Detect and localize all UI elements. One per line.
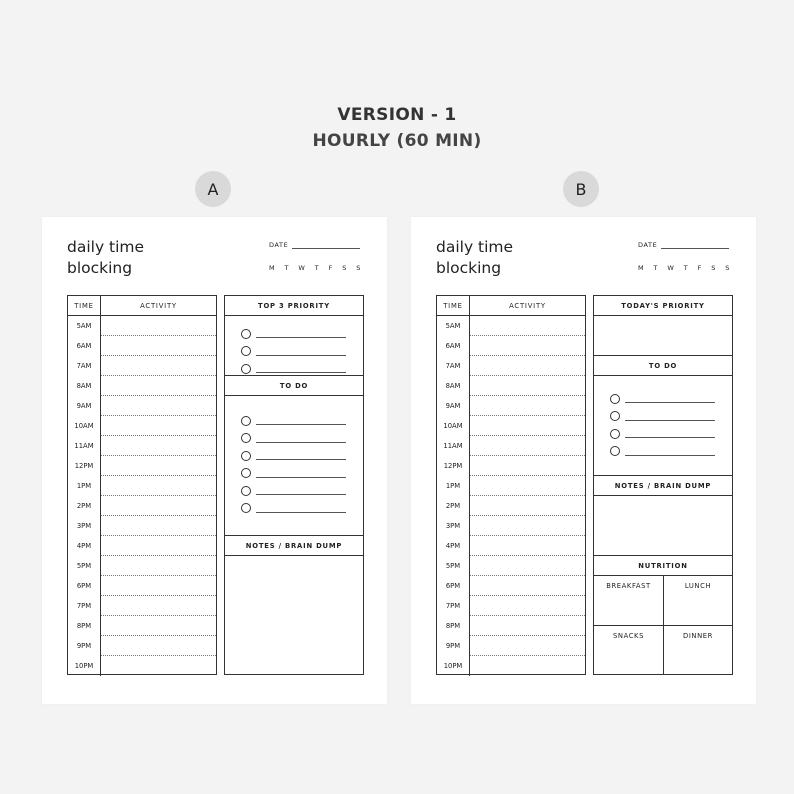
dinner-cell[interactable]: DINNER (663, 626, 732, 674)
write-line (625, 437, 715, 438)
hour-label: 4PM (68, 536, 101, 556)
activity-cell[interactable] (101, 536, 216, 556)
hour-row (437, 456, 585, 476)
hour-row (437, 476, 585, 496)
day-label: F (328, 264, 333, 272)
activity-cell[interactable] (101, 336, 216, 356)
checkbox-circle-icon[interactable] (241, 433, 251, 443)
hour-label: 7PM (437, 596, 470, 616)
hour-label: 3PM (437, 516, 470, 536)
side-column (593, 295, 733, 675)
checkbox-circle-icon[interactable] (610, 411, 620, 421)
checklist-item[interactable] (225, 343, 363, 361)
hour-label: 1PM (68, 476, 101, 496)
hour-label: 10AM (437, 416, 470, 436)
checkbox-circle-icon[interactable] (610, 429, 620, 439)
hour-label: 10PM (68, 656, 101, 676)
activity-cell[interactable] (101, 616, 216, 636)
activity-cell[interactable] (101, 516, 216, 536)
checklist-item[interactable] (594, 443, 732, 461)
todo-header: TO DO (225, 376, 363, 396)
hour-label: 6AM (437, 336, 470, 356)
planner-title (67, 237, 144, 279)
activity-cell[interactable] (101, 496, 216, 516)
activity-cell[interactable] (101, 456, 216, 476)
activity-cell[interactable] (101, 376, 216, 396)
activity-cell[interactable] (470, 416, 585, 436)
hour-row (68, 376, 216, 396)
hour-label: 5PM (68, 556, 101, 576)
activity-cell[interactable] (470, 516, 585, 536)
checklist-item[interactable] (225, 430, 363, 448)
hour-label: 3PM (68, 516, 101, 536)
hour-row (437, 576, 585, 596)
hour-label: 2PM (68, 496, 101, 516)
version-title: VERSION - 1 (337, 105, 457, 125)
planner-sheet-a (42, 217, 387, 704)
activity-cell[interactable] (101, 416, 216, 436)
hour-row (437, 496, 585, 516)
day-label: W (298, 264, 306, 272)
hour-label: 4PM (437, 536, 470, 556)
date-field (269, 241, 360, 249)
col-time-header: TIME (437, 296, 470, 315)
checklist-item[interactable] (225, 360, 363, 378)
hour-row (437, 616, 585, 636)
hour-label: 6AM (68, 336, 101, 356)
hour-row (68, 476, 216, 496)
activity-cell[interactable] (470, 536, 585, 556)
checklist-item[interactable] (225, 447, 363, 465)
day-label: S (342, 264, 347, 272)
hour-row (68, 516, 216, 536)
checklist-item[interactable] (594, 425, 732, 443)
checklist-item[interactable] (225, 465, 363, 483)
activity-cell[interactable] (470, 396, 585, 416)
hour-label: 11AM (68, 436, 101, 456)
write-line (256, 424, 346, 425)
notes-header: NOTES / BRAIN DUMP (594, 476, 732, 496)
hour-row (68, 316, 216, 336)
hour-label: 8PM (68, 616, 101, 636)
write-line (256, 477, 346, 478)
hour-row (68, 496, 216, 516)
activity-cell[interactable] (470, 576, 585, 596)
hour-row (68, 436, 216, 456)
hour-label: 7PM (68, 596, 101, 616)
nutrition-grid (594, 576, 732, 674)
activity-cell[interactable] (101, 576, 216, 596)
activity-cell[interactable] (470, 436, 585, 456)
day-label: S (356, 264, 361, 272)
checkbox-circle-icon[interactable] (241, 364, 251, 374)
weekday-row (638, 264, 730, 272)
date-label: DATE (269, 241, 289, 249)
hour-row (437, 636, 585, 656)
hour-row (68, 336, 216, 356)
write-line (256, 442, 346, 443)
day-label: S (725, 264, 730, 272)
day-label: W (667, 264, 675, 272)
hour-row (437, 536, 585, 556)
checklist-item[interactable] (225, 412, 363, 430)
activity-cell[interactable] (101, 636, 216, 656)
activity-cell[interactable] (101, 556, 216, 576)
hour-label: 12PM (68, 456, 101, 476)
activity-cell[interactable] (470, 596, 585, 616)
hour-label: 8AM (437, 376, 470, 396)
hour-row (68, 456, 216, 476)
hour-row (437, 556, 585, 576)
hour-row (437, 396, 585, 416)
variant-badge-b: B (563, 171, 599, 207)
hour-row (68, 576, 216, 596)
write-line (625, 402, 715, 403)
checkbox-circle-icon[interactable] (241, 468, 251, 478)
hour-label: 7AM (68, 356, 101, 376)
priority-header: TODAY'S PRIORITY (594, 296, 732, 316)
write-line (256, 337, 346, 338)
title-line-2: blocking (436, 259, 502, 277)
activity-cell[interactable] (470, 636, 585, 656)
checkbox-circle-icon[interactable] (241, 503, 251, 513)
hour-row (437, 336, 585, 356)
planner-sheet-b (411, 217, 756, 704)
checklist-item[interactable] (225, 325, 363, 343)
activity-cell[interactable] (101, 656, 216, 676)
activity-cell[interactable] (470, 656, 585, 676)
todo-header: TO DO (594, 356, 732, 376)
hour-label: 9AM (437, 396, 470, 416)
col-time-header: TIME (68, 296, 101, 315)
priority-header: TOP 3 PRIORITY (225, 296, 363, 316)
hour-label: 11AM (437, 436, 470, 456)
hourly-table (67, 295, 217, 675)
hour-row (68, 416, 216, 436)
hour-label: 12PM (437, 456, 470, 476)
hour-label: 5AM (68, 316, 101, 336)
hour-row (68, 396, 216, 416)
write-line (256, 355, 346, 356)
title-line-2: blocking (67, 259, 133, 277)
hour-row (68, 656, 216, 676)
hour-row (437, 596, 585, 616)
write-line (256, 512, 346, 513)
day-label: M (269, 264, 276, 272)
checkbox-circle-icon[interactable] (610, 446, 620, 456)
hour-label: 5AM (437, 316, 470, 336)
activity-cell[interactable] (101, 396, 216, 416)
hour-row (437, 436, 585, 456)
variant-badge-a: A (195, 171, 231, 207)
activity-cell[interactable] (470, 356, 585, 376)
activity-cell[interactable] (470, 496, 585, 516)
write-line (625, 455, 715, 456)
weekday-row (269, 264, 361, 272)
activity-cell[interactable] (101, 596, 216, 616)
breakfast-cell[interactable]: BREAKFAST (594, 576, 663, 626)
todo-section (594, 376, 732, 476)
date-field (638, 241, 729, 249)
checkbox-circle-icon[interactable] (241, 329, 251, 339)
title-line-1: daily time (436, 238, 514, 256)
lunch-cell[interactable]: LUNCH (663, 576, 732, 626)
side-column (224, 295, 364, 675)
checkbox-circle-icon[interactable] (241, 486, 251, 496)
hour-row (68, 356, 216, 376)
hour-label: 9PM (437, 636, 470, 656)
todo-section (225, 396, 363, 536)
snacks-cell[interactable]: SNACKS (612, 632, 645, 640)
hour-row (68, 536, 216, 556)
hour-row (68, 596, 216, 616)
checkbox-circle-icon[interactable] (241, 346, 251, 356)
activity-cell[interactable] (470, 456, 585, 476)
activity-cell[interactable] (470, 616, 585, 636)
hour-row (68, 616, 216, 636)
day-label: T (653, 264, 658, 272)
write-line (625, 420, 715, 421)
day-label: M (638, 264, 645, 272)
activity-cell[interactable] (101, 316, 216, 336)
activity-cell[interactable] (101, 436, 216, 456)
hour-row (68, 556, 216, 576)
hour-row (437, 376, 585, 396)
hour-label: 1PM (437, 476, 470, 496)
day-label: T (314, 264, 320, 272)
notes-area[interactable] (225, 556, 363, 674)
hour-label: 9AM (68, 396, 101, 416)
hour-row (68, 636, 216, 656)
write-line (256, 494, 346, 495)
date-label: DATE (638, 241, 658, 249)
priority-section (225, 316, 363, 376)
hour-label: 10PM (437, 656, 470, 676)
checkbox-circle-icon[interactable] (241, 451, 251, 461)
hour-label: 8AM (68, 376, 101, 396)
hour-label: 9PM (68, 636, 101, 656)
activity-cell[interactable] (101, 356, 216, 376)
hour-row (437, 356, 585, 376)
checklist-item[interactable] (225, 482, 363, 500)
hour-label: 8PM (437, 616, 470, 636)
hourly-table-header (68, 296, 216, 316)
hour-label: 7AM (437, 356, 470, 376)
activity-cell[interactable] (470, 336, 585, 356)
hour-label: 5PM (437, 556, 470, 576)
hour-row (437, 316, 585, 336)
activity-cell[interactable] (470, 376, 585, 396)
title-line-1: daily time (67, 238, 145, 256)
col-activity-header: ACTIVITY (140, 301, 177, 310)
checklist-item[interactable] (594, 408, 732, 426)
day-label: S (711, 264, 716, 272)
notes-header: NOTES / BRAIN DUMP (225, 536, 363, 556)
nutrition-header: NUTRITION (594, 556, 732, 576)
activity-cell[interactable] (470, 476, 585, 496)
hourly-table (436, 295, 586, 675)
hour-label: 2PM (437, 496, 470, 516)
notes-area[interactable] (594, 496, 732, 556)
hourly-table-header (437, 296, 585, 316)
checklist-item[interactable] (594, 390, 732, 408)
hour-label: 6PM (68, 576, 101, 596)
checkbox-circle-icon[interactable] (241, 416, 251, 426)
hour-row (437, 516, 585, 536)
checkbox-circle-icon[interactable] (610, 394, 620, 404)
write-line (256, 372, 346, 373)
hour-label: 6PM (437, 576, 470, 596)
checklist-item[interactable] (225, 500, 363, 518)
date-line (661, 243, 729, 249)
day-label: T (284, 264, 289, 272)
date-line (292, 243, 360, 249)
write-line (256, 459, 346, 460)
hour-row (437, 416, 585, 436)
activity-cell[interactable] (470, 556, 585, 576)
priority-area[interactable] (594, 316, 732, 356)
version-subtitle: HOURLY (60 MIN) (312, 131, 482, 151)
activity-cell[interactable] (470, 316, 585, 336)
col-activity-header: ACTIVITY (509, 301, 546, 310)
hour-label: 10AM (68, 416, 101, 436)
day-label: T (683, 264, 689, 272)
activity-cell[interactable] (101, 476, 216, 496)
day-label: F (697, 264, 702, 272)
planner-title (436, 237, 513, 279)
hour-row (437, 656, 585, 676)
